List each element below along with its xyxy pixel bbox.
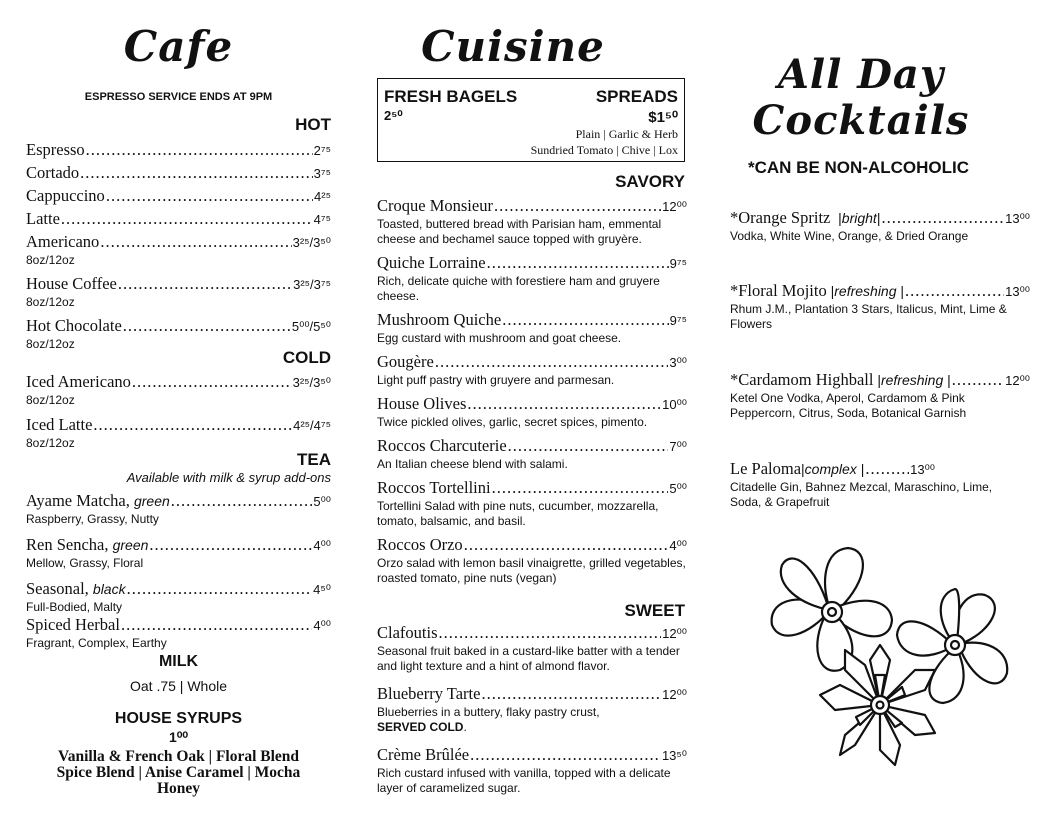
leader-dots: [149, 535, 312, 555]
leader-dots: [481, 684, 661, 704]
item-price: 10⁰⁰: [662, 397, 687, 412]
item-name: Crème Brûlée: [377, 745, 470, 764]
leader-dots: [467, 394, 661, 414]
cocktail-name: *Floral Mojito: [730, 281, 827, 300]
cocktail-style: refreshing: [880, 372, 944, 388]
syrups-line: Spice Blend | Anise Caramel | Mocha: [56, 764, 301, 781]
item-name: Roccos Orzo: [377, 535, 463, 554]
item-price: 4⁰⁰: [313, 538, 331, 553]
leader-dots: [487, 253, 669, 273]
item-size: 8oz/12oz: [26, 393, 75, 407]
cold-heading: COLD: [282, 348, 331, 367]
item-description: Tortellini Salad with pine nuts, cucumber, mozzarella, tomato, balsamic, and basil.: [377, 499, 659, 528]
tea-notes: Fragrant, Complex, Earthy: [26, 636, 167, 650]
leader-dots: [93, 415, 292, 435]
cocktail-price: 13⁰⁰: [1005, 284, 1030, 299]
leader-dots: [123, 316, 291, 336]
menu-item: [26, 186, 331, 209]
item-price: 4²⁵/4⁷⁵: [293, 418, 331, 433]
cocktail-style: bright: [841, 210, 877, 226]
item-price: 4⁰⁰: [669, 538, 687, 553]
cocktail-description: Vodka, White Wine, Orange, & Dried Orange: [730, 229, 969, 243]
cuisine-title: Cuisine: [421, 22, 605, 71]
item-price: 5⁰⁰: [313, 494, 331, 509]
item-description: Egg custard with mushroom and goat cheese.: [377, 331, 622, 345]
item-description: Orzo salad with lemon basil vinaigrette, grilled vegetables, roasted tomato, pine nuts (vegan): [377, 556, 686, 585]
item-name: Mushroom Quiche: [377, 310, 502, 329]
item-name: Americano: [26, 232, 100, 251]
tea-notes: Full-Bodied, Malty: [26, 600, 123, 614]
cafe-title: Cafe: [123, 22, 234, 71]
hot-list: [26, 140, 331, 352]
menu-item: [26, 274, 331, 295]
item-name: Cortado: [26, 163, 80, 182]
cuisine-column: [377, 0, 689, 816]
leader-dots: [435, 352, 669, 372]
cocktail-description: Citadelle Gin, Bahnez Mezcal, Maraschino, Lime, Soda, & Grapefruit: [730, 480, 993, 509]
syrups-price: 1⁰⁰: [168, 729, 188, 745]
cocktail-item: *Cardamom Highball | refreshing | ..... 12⁰⁰ Ketel One Vodka, Aperol, Cardamom & Pink Peppercorn, Citrus, Soda, Botanical Garnish: [730, 370, 1030, 421]
menu-item: [377, 394, 687, 430]
item-name: Cappuccino: [26, 186, 105, 205]
cocktail-style: refreshing: [834, 283, 897, 299]
syrups-line: Honey: [156, 780, 201, 797]
cocktail-style: complex: [804, 461, 857, 477]
menu-item: [26, 615, 331, 636]
leader-dots: [86, 140, 313, 160]
item-name: Blueberry Tarte: [377, 684, 481, 703]
tea-style: green: [112, 537, 149, 553]
leader-dots: [127, 579, 313, 599]
leader-dots: [464, 535, 669, 555]
bagels-heading: FRESH BAGELS: [384, 87, 518, 106]
cocktails-title: [730, 52, 992, 144]
menu-item: [26, 579, 331, 600]
menu-item: [26, 535, 331, 556]
cocktail-name: *Cardamom Highball: [730, 370, 874, 389]
served-cold-note: SERVED COLD: [377, 720, 464, 734]
milk-heading: MILK: [158, 653, 199, 670]
leader-dots: [61, 209, 313, 229]
item-size: 8oz/12oz: [26, 295, 75, 309]
item-size: 8oz/12oz: [26, 337, 75, 351]
spreads-options-1: Plain | Garlic & Herb: [575, 127, 678, 141]
tea-note: Available with milk & syrup add-ons: [126, 470, 331, 485]
syrups-heading: HOUSE SYRUPS: [114, 710, 243, 727]
item-description: Twice pickled olives, garlic, secret spices, pimento.: [377, 415, 648, 429]
item-name: Ayame Matcha,: [26, 491, 130, 510]
item-price: 13⁵⁰: [661, 748, 687, 763]
leader-dots: [121, 615, 312, 635]
non-alcoholic-note: *CAN BE NON-ALCOHOLIC: [748, 158, 969, 177]
cocktail-item: Le Paloma | complex | ..... 13⁰⁰ Citadelle Gin, Bahnez Mezcal, Maraschino, Lime, Soda, & Grapefruit: [730, 459, 1030, 510]
tea-list: [26, 491, 331, 651]
cocktail-price: 13⁰⁰: [1005, 211, 1030, 226]
menu-item: [377, 196, 687, 247]
leader-dots: [952, 370, 1004, 390]
leader-dots: [502, 310, 668, 330]
item-name: Ren Sencha,: [26, 535, 109, 554]
cocktail-price: 13⁰⁰: [910, 462, 935, 477]
cocktails-column: [730, 0, 1030, 816]
menu-item: [377, 478, 687, 529]
savory-list: [377, 196, 687, 586]
menu-item: [377, 310, 687, 346]
cocktails-title-line: Cocktails: [752, 97, 970, 144]
menu-item: [377, 352, 687, 388]
item-price: 4⁵⁰: [313, 582, 331, 597]
leader-dots: [100, 232, 291, 252]
item-name: Spiced Herbal: [26, 615, 120, 634]
leader-dots: [470, 745, 661, 765]
item-description: Rich custard infused with vanilla, topped with a delicate layer of caramelized sugar.: [377, 766, 671, 795]
leader-dots: [494, 196, 661, 216]
item-description: Blueberries in a buttery, flaky pastry crust,: [377, 705, 600, 719]
cocktail-item: *Orange Spritz | bright | ..... 13⁰⁰ Vodka, White Wine, Orange, & Dried Orange: [730, 208, 1030, 244]
item-name: Latte: [26, 209, 60, 228]
leader-dots: [80, 163, 313, 183]
tea-style: green: [133, 493, 170, 509]
item-name: Roccos Charcuterie: [377, 436, 507, 455]
bagels-box: [377, 78, 685, 162]
item-price: 9⁷⁵: [669, 313, 687, 328]
item-description: Light puff pastry with gruyere and parmesan.: [377, 373, 615, 387]
item-price: 3⁷⁵: [313, 166, 331, 181]
item-price: 3²⁵/3⁵⁰: [292, 235, 331, 250]
espresso-note: ESPRESSO SERVICE ENDS AT 9PM: [84, 91, 273, 103]
bagels-price: 2⁵⁰: [384, 108, 403, 123]
item-price: 3²⁵/3⁵⁰: [292, 375, 331, 390]
item-price: 2⁷⁵: [313, 143, 331, 158]
item-price: 12⁰⁰: [662, 687, 687, 702]
hot-heading: HOT: [295, 115, 331, 134]
syrups-list: [26, 749, 331, 797]
menu-item: [26, 163, 331, 186]
cold-list: [26, 372, 331, 451]
menu-item: [377, 253, 687, 304]
menu-item: [26, 372, 331, 393]
item-name: Iced Americano: [26, 372, 131, 391]
item-name: Seasonal,: [26, 579, 89, 598]
cocktail-item: *Floral Mojito | refreshing | ..... 13⁰⁰ Rhum J.M., Plantation 3 Stars, Italicus, Mint, Lime & Flowers: [730, 281, 1030, 332]
tea-heading: TEA: [297, 450, 331, 469]
menu-item: [26, 140, 331, 163]
spreads-price: $1⁵⁰: [648, 109, 678, 126]
syrups-line: Vanilla & French Oak | Floral Blend: [57, 748, 300, 765]
leader-dots: [132, 372, 292, 392]
item-price: 9⁷⁵: [669, 256, 687, 271]
item-price: 4⁷⁵: [313, 212, 331, 227]
item-size: 8oz/12oz: [26, 253, 75, 267]
leader-dots: [492, 478, 669, 498]
menu-item: [26, 491, 331, 512]
item-name: Iced Latte: [26, 415, 93, 434]
cocktail-name: *Orange Spritz: [730, 208, 831, 227]
item-price: 4⁰⁰: [313, 618, 331, 633]
item-name: Roccos Tortellini: [377, 478, 491, 497]
item-price: 7⁰⁰: [669, 439, 687, 454]
menu-item: [377, 436, 687, 472]
tea-notes: Mellow, Grassy, Floral: [26, 556, 144, 570]
cocktail-name: Le Paloma: [730, 459, 802, 478]
leader-dots: [118, 274, 292, 294]
item-price: 5⁰⁰: [669, 481, 687, 496]
menu-item: [377, 745, 687, 796]
spreads-options-2: Sundried Tomato | Chive | Lox: [530, 143, 678, 157]
item-price: 4²⁵: [314, 189, 331, 204]
tea-style: black: [92, 581, 126, 597]
leader-dots: [106, 186, 313, 206]
menu-item: [26, 415, 331, 436]
item-name: Quiche Lorraine: [377, 253, 486, 272]
cocktails-title-line: All Day: [777, 51, 945, 98]
spreads-heading: SPREADS: [595, 87, 678, 106]
menu-item: [26, 232, 331, 253]
leader-dots: [865, 459, 909, 479]
item-price: 12⁰⁰: [662, 199, 687, 214]
item-name: Hot Chocolate: [26, 316, 122, 335]
item-description: Toasted, buttered bread with Parisian ham, emmental cheese and bechamel sauce topped with gruyère.: [377, 217, 662, 246]
item-name: Espresso: [26, 140, 85, 159]
item-description: Seasonal fruit baked in a custard-like batter with a tender and light texture and a hint of almond flavor.: [377, 644, 680, 673]
leader-dots: [171, 491, 313, 511]
item-description: Rich, delicate quiche with forestiere ham and gruyere cheese.: [377, 274, 660, 303]
savory-heading: SAVORY: [615, 172, 685, 191]
menu-item: [377, 535, 687, 586]
milk-options: Oat .75 | Whole: [129, 678, 227, 694]
cafe-column: [26, 0, 331, 816]
item-name: Croque Monsieur: [377, 196, 493, 215]
menu-item: [377, 623, 687, 674]
item-price: 3²⁵/3⁷⁵: [293, 277, 331, 292]
item-description: An Italian cheese blend with salami.: [377, 457, 568, 471]
item-price: 3⁰⁰: [669, 355, 687, 370]
item-price: 12⁰⁰: [662, 626, 687, 641]
item-name: House Olives: [377, 394, 467, 413]
flowers-illustration: [770, 540, 1020, 780]
sweet-heading: SWEET: [624, 601, 685, 620]
item-name: Clafoutis: [377, 623, 438, 642]
cocktail-price: 12⁰⁰: [1005, 373, 1030, 388]
menu-item: [26, 316, 331, 337]
leader-dots: [881, 208, 1004, 228]
menu-item: [26, 209, 331, 232]
menu-item: [377, 684, 687, 735]
item-price: 5⁰⁰/5⁵⁰: [291, 319, 331, 334]
tea-notes: Raspberry, Grassy, Nutty: [26, 512, 159, 526]
sweet-list: [377, 623, 687, 796]
cocktail-description: Ketel One Vodka, Aperol, Cardamom & Pink Peppercorn, Citrus, Soda, Botanical Garnish: [730, 391, 967, 420]
served-cold-period: .: [463, 720, 467, 734]
item-name: Gougère: [377, 352, 434, 371]
leader-dots: [905, 281, 1004, 301]
leader-dots: [439, 623, 662, 643]
item-name: House Coffee: [26, 274, 117, 293]
item-size: 8oz/12oz: [26, 436, 75, 450]
cocktail-description: Rhum J.M., Plantation 3 Stars, Italicus, Mint, Lime & Flowers: [730, 302, 1007, 331]
leader-dots: [508, 436, 669, 456]
